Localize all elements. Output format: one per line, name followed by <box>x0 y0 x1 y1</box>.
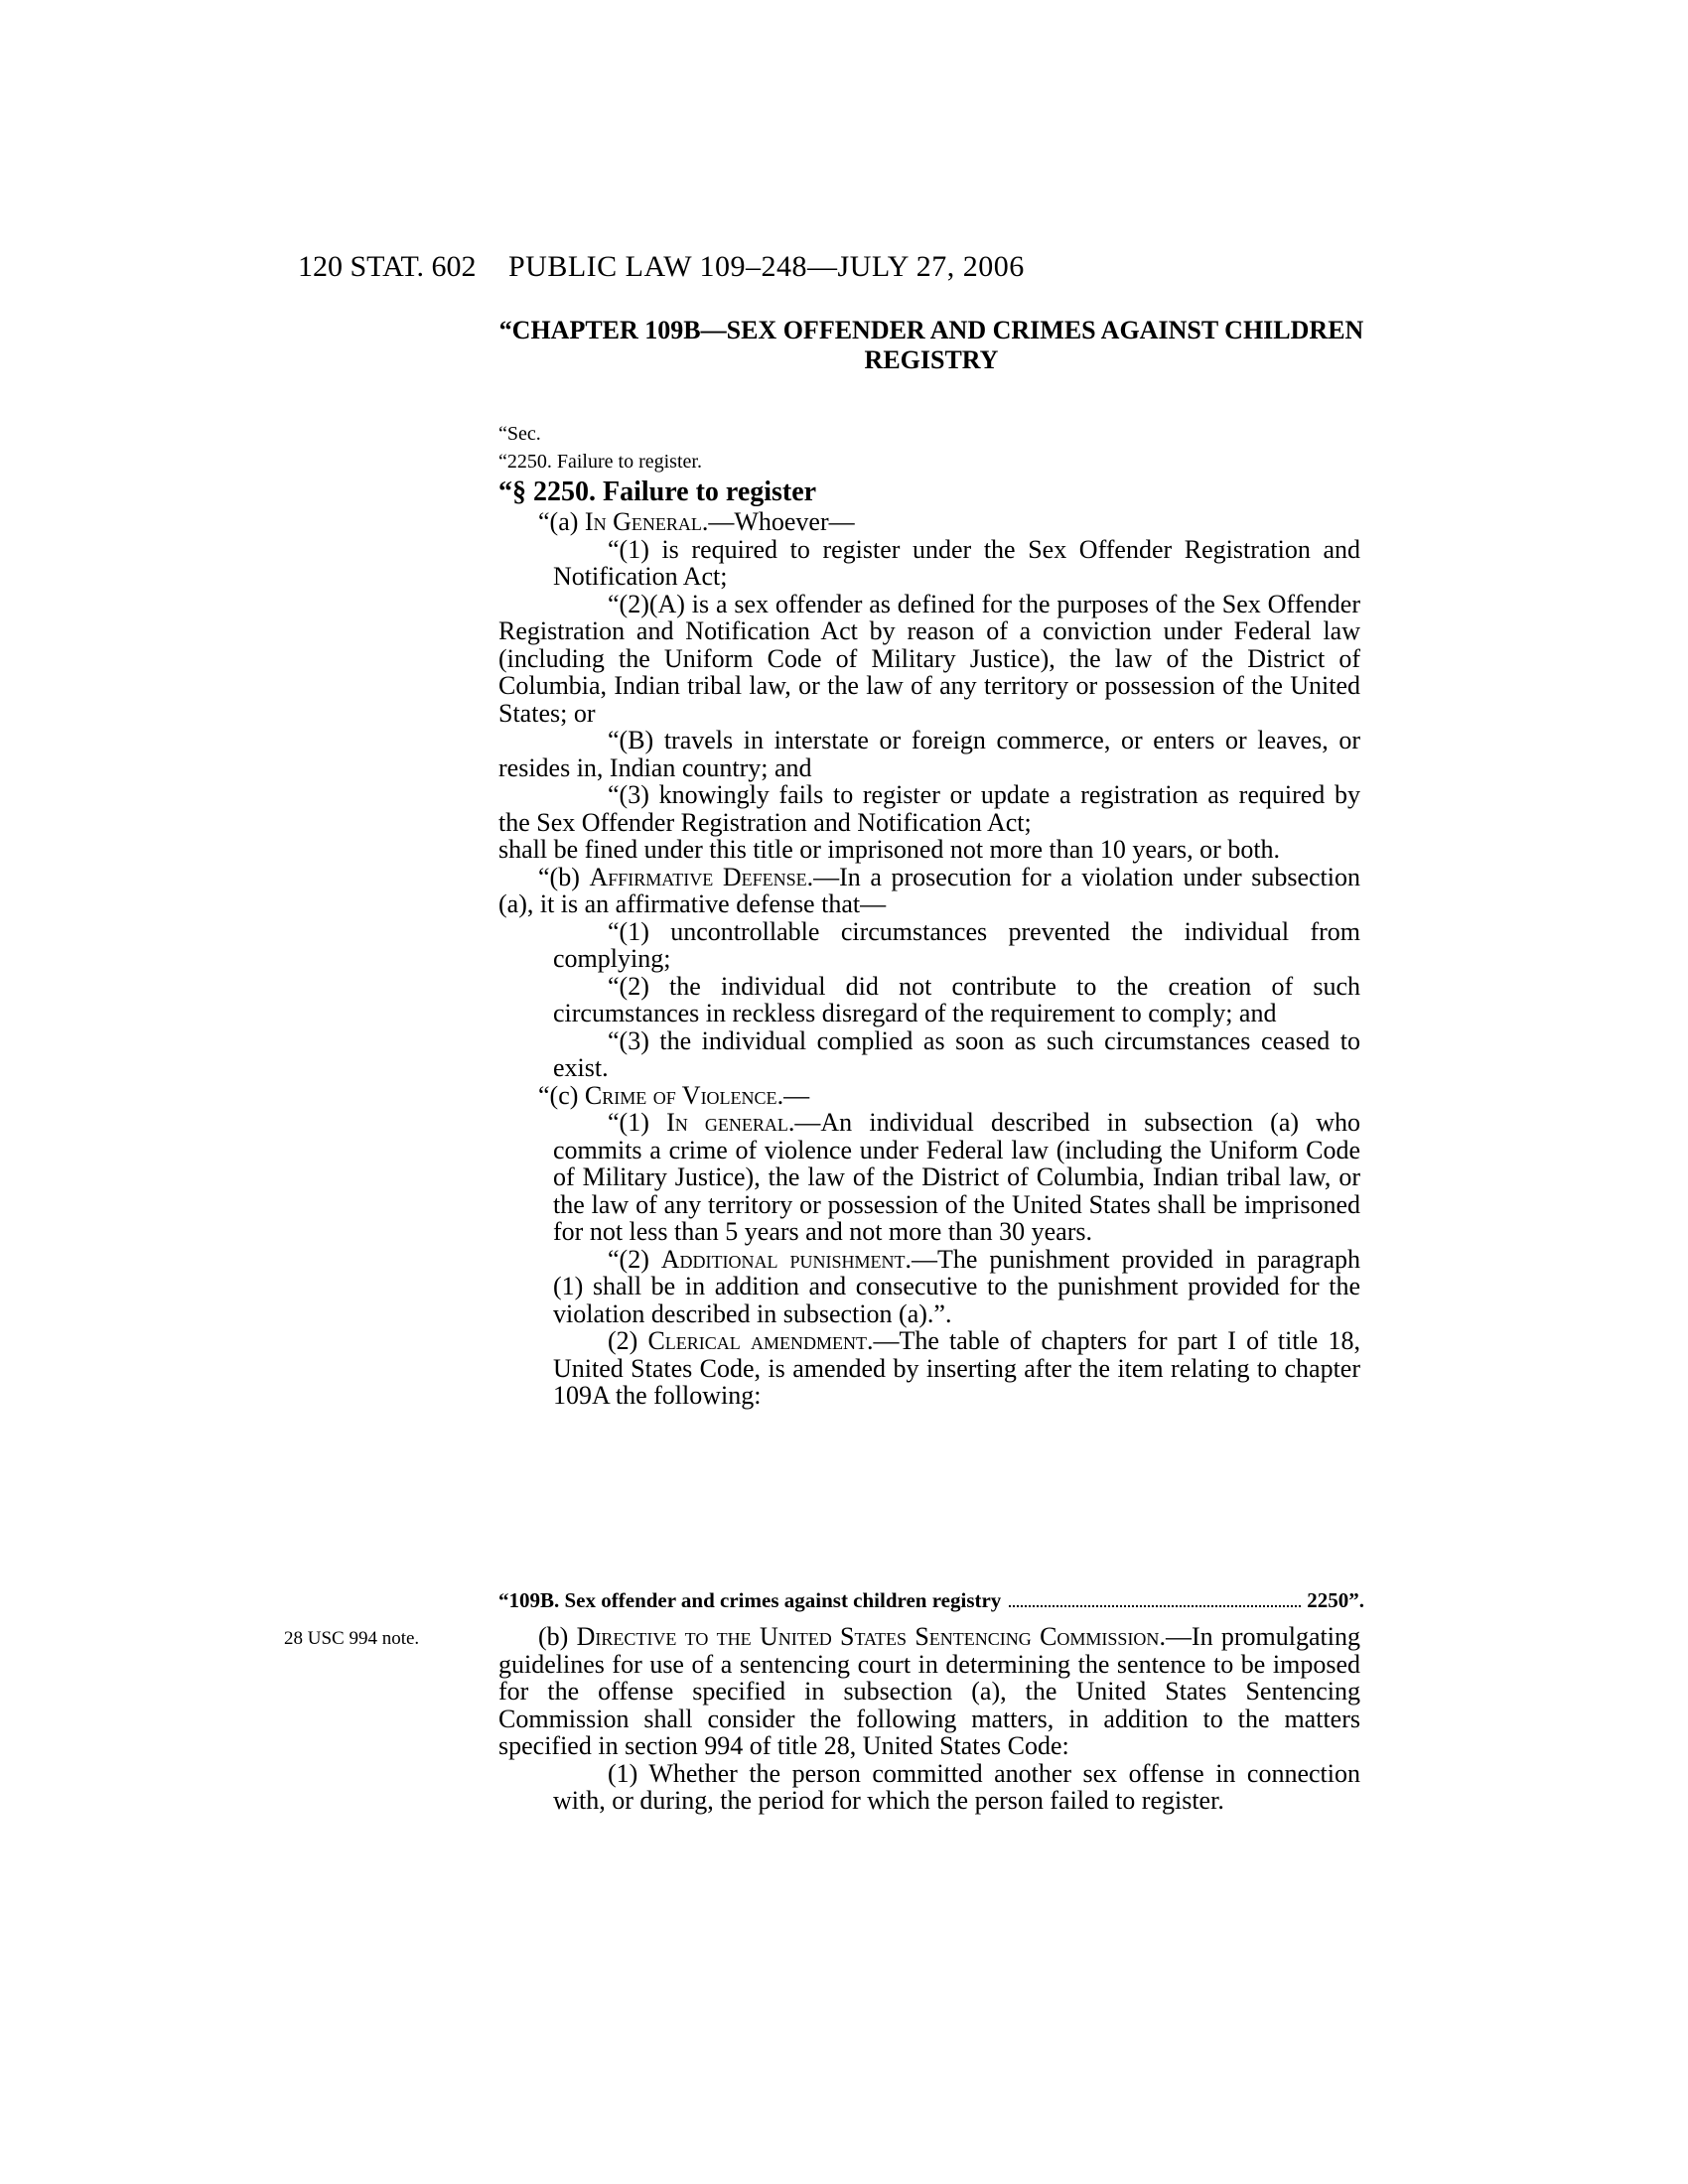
directive-paragraph-1: (1) Whether the person committed another sex offense in connection with, or during, the period for which the person failed to register. <box>553 1758 1360 1815</box>
subsection-b-paragraph-1: “(1) uncontrollable circumstances prevented the individual from complying; <box>553 916 1360 973</box>
section-table-entry: “2250. Failure to register. <box>498 451 702 473</box>
chapter-entry-section: 2250”. <box>1307 1588 1364 1612</box>
subsection-a-paragraph-2a: “(2)(A) is a sex offender as defined for the purposes of the Sex Offender Registration and Notification Act by reason of a conviction under Federal law (including the Uniform Code of Military Justice), the law of the District of Columbia, Indian tribal law, or the law of any territory or possession of the United States; or <box>498 589 1360 728</box>
directive-body <box>498 1623 1360 1815</box>
running-head: PUBLIC LAW 109–248—JULY 27, 2006 <box>508 250 1025 283</box>
subsection-c-intro: “(c) Crime of Violence.— <box>538 1080 810 1110</box>
subsection-c-paragraph-1: “(1) In general.—An individual described in subsection (a) who commits a crime of violence under Federal law (including the Uniform Code of Military Justice), the law of the District of Columbia, Indian tribal law, or the law of any territory or possession of the United States shall be imprisoned for not less than 5 years and not more than 30 years. <box>553 1108 1361 1246</box>
subsection-c-paragraph-2: “(2) Additional punishment.—The punishment provided in paragraph (1) shall be in addition and consecutive to the punishment provided for the violation described in subsection (a).”. <box>553 1244 1360 1328</box>
directive-caption: Directive to the United States Sentencing Commission <box>576 1622 1160 1651</box>
subsection-a-caption: In General <box>584 507 702 536</box>
subsection-c-caption: Crime of Violence <box>584 1080 777 1110</box>
dot-leader <box>1009 1605 1301 1607</box>
subsection-a-paragraph-3: “(3) knowingly fails to register or update a registration as required by the Sex Offender Registration and Notification Act; <box>498 780 1360 837</box>
section-table <box>498 420 702 476</box>
margin-note: 28 USC 994 note. <box>284 1628 420 1649</box>
table-of-chapters-entry <box>498 1588 1364 1613</box>
subsection-b-paragraph-3: “(3) the individual complied as soon as such circumstances ceased to exist. <box>553 1025 1360 1082</box>
page-header <box>298 250 1370 290</box>
section-table-label: “Sec. <box>498 423 541 445</box>
subsection-a-paragraph-2b: “(B) travels in interstate or foreign commerce, or enters or leaves, or resides in, Indian country; and <box>498 726 1360 782</box>
subsection-b-caption: Affirmative Defense <box>589 862 807 891</box>
subsection-a-paragraph-1: “(1) is required to register under the Sex Offender Registration and Notification Act; <box>553 534 1360 591</box>
section-heading: “§ 2250. Failure to register <box>498 477 817 507</box>
clerical-amendment: (2) Clerical amendment.—The table of chapters for part I of title 18, United States Code, is amended by inserting after the item relating to chapter 109A the following: <box>553 1326 1360 1410</box>
subsection-a-intro: “(a) In General.—Whoever— <box>538 507 855 536</box>
subsection-b-intro: “(b) Affirmative Defense.—In a prosecution for a violation under subsection (a), it is an affirmative defense that— <box>498 862 1360 918</box>
chapter-title: “CHAPTER 109B—SEX OFFENDER AND CRIMES AGAINST CHILDREN REGISTRY <box>498 316 1364 374</box>
subsection-a-penalty: shall be fined under this title or imprisoned not more than 10 years, or both. <box>498 835 1281 864</box>
chapter-entry-label: “109B. Sex offender and crimes against children registry <box>498 1588 1002 1612</box>
page-folio: 120 STAT. 602 <box>298 250 477 283</box>
section-body <box>498 508 1360 1410</box>
directive-intro: (b) Directive to the United States Sentencing Commission.—In promulgating guidelines for use of a sentencing court in determining the sentence to be imposed for the offense specified in subsection (a), the United States Sentencing Commission shall consider the following matters, in addition to the matters specified in section 994 of title 28, United States Code: <box>498 1622 1360 1760</box>
subsection-b-paragraph-2: “(2) the individual did not contribute to the creation of such circumstances in reckless disregard of the requirement to comply; and <box>553 971 1360 1027</box>
